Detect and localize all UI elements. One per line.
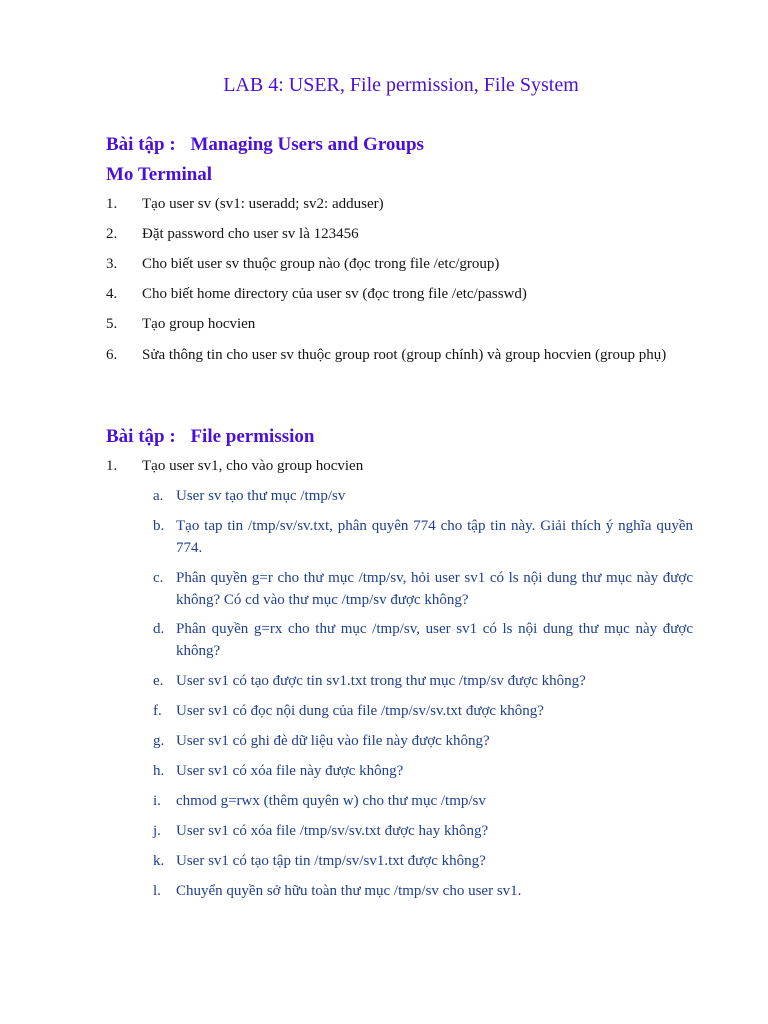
sub-list-item-letter: c.: [153, 570, 164, 586]
section-heading-text: File permission: [190, 426, 315, 447]
sub-list-item-letter: a.: [153, 488, 164, 504]
sub-list-item-text: User sv1 có tạo tập tin /tmp/sv/sv1.txt được không?: [176, 853, 486, 869]
section-heading-prefix: Bài tập :: [106, 134, 176, 155]
list-item-text: Sửa thông tin cho user sv thuộc group root (group chính) và group hocvien (group phụ): [142, 347, 667, 363]
sub-list-item: [153, 485, 693, 507]
sub-list-item: [153, 618, 693, 662]
sub-list-item-letter: k.: [153, 853, 165, 869]
sub-list-item: [153, 515, 693, 559]
sub-list-item: [153, 820, 693, 842]
list-item-number: 3.: [106, 256, 118, 272]
sub-list-item-text: Chuyển quyền sở hữu toàn thư mục /tmp/sv cho user sv1.: [176, 883, 522, 899]
sub-list-item-letter: g.: [153, 733, 165, 749]
sub-list-item-letter: f.: [153, 703, 162, 719]
list-item-text: Tạo group hocvien: [142, 316, 256, 332]
sub-list-item-letter: l.: [153, 883, 161, 899]
sub-list-item-letter: d.: [153, 621, 165, 637]
list-item: [106, 344, 692, 366]
list-item-number: 2.: [106, 226, 118, 242]
list-item-number: 1.: [106, 196, 118, 212]
list-item-text: Cho biết home directory của user sv (đọc trong file /etc/passwd): [142, 286, 527, 302]
sub-list-item-text: User sv1 có đọc nội dung của file /tmp/sv/sv.txt được không?: [176, 703, 544, 719]
sub-list-item-text: chmod g=rwx (thêm quyên w) cho thư mục /tmp/sv: [176, 793, 486, 809]
list-item-number: 6.: [106, 347, 118, 363]
list-item-number: 5.: [106, 316, 118, 332]
sub-list-item: [153, 790, 693, 812]
section-heading-managing-users: [106, 134, 424, 156]
sub-list-item: [153, 700, 693, 722]
sub-list-item-letter: e.: [153, 673, 164, 689]
list-item: [106, 253, 692, 275]
sub-list-item-text: User sv1 có xóa file này được không?: [176, 763, 404, 779]
section-heading-file-permission: [106, 426, 314, 448]
list-item: [106, 193, 692, 215]
section-heading-prefix: Bài tập :: [106, 426, 176, 447]
section-heading-text: Managing Users and Groups: [190, 134, 424, 155]
sub-list-item-text: Phân quyền g=rx cho thư mục /tmp/sv, user sv1 có ls nội dung thư mục này được không?: [176, 621, 693, 659]
list-item-text: Tạo user sv1, cho vào group hocvien: [142, 458, 364, 474]
list-item-number: 4.: [106, 286, 118, 302]
sub-list-item: [153, 760, 693, 782]
sub-list-item: [153, 850, 693, 872]
sub-list-item-text: Tạo tap tin /tmp/sv/sv.txt, phân quyên 774 cho tập tin này. Giải thích ý nghĩa quyền 774.: [176, 518, 693, 556]
sub-list-item: [153, 730, 693, 752]
sub-list-item: [153, 567, 693, 611]
list-item-text: Cho biết user sv thuộc group nào (đọc trong file /etc/group): [142, 256, 500, 272]
sub-list-item-letter: j.: [153, 823, 161, 839]
sub-list-item-text: Phân quyền g=r cho thư mục /tmp/sv, hỏi user sv1 có ls nội dung thư mục này được không? Có cd vào thư mục /tmp/sv được không?: [176, 570, 693, 608]
list-item: [106, 283, 692, 305]
sub-list-item-text: User sv1 có tạo được tin sv1.txt trong thư mục /tmp/sv được không?: [176, 673, 586, 689]
list-item: [106, 223, 692, 245]
list-item-text: Đặt password cho user sv là 123456: [142, 226, 359, 242]
list-item: [106, 455, 692, 477]
list-item-text: Tạo user sv (sv1: useradd; sv2: adduser): [142, 196, 384, 212]
sub-list-item-text: User sv1 có xóa file /tmp/sv/sv.txt được hay không?: [176, 823, 489, 839]
sub-list-item-letter: h.: [153, 763, 165, 779]
document-title: LAB 4: USER, File permission, File System: [223, 74, 579, 96]
sub-list-item: [153, 880, 693, 902]
sub-list-item-text: User sv tạo thư mục /tmp/sv: [176, 488, 346, 504]
sub-list-item-letter: i.: [153, 793, 161, 809]
sub-list-item-text: User sv1 có ghi đè dữ liệu vào file này được không?: [176, 733, 490, 749]
list-item: [106, 313, 692, 335]
sub-list-item: [153, 670, 693, 692]
sub-list-item-letter: b.: [153, 518, 165, 534]
section-subheading-terminal: Mo Terminal: [106, 164, 213, 185]
list-item-number: 1.: [106, 458, 118, 474]
